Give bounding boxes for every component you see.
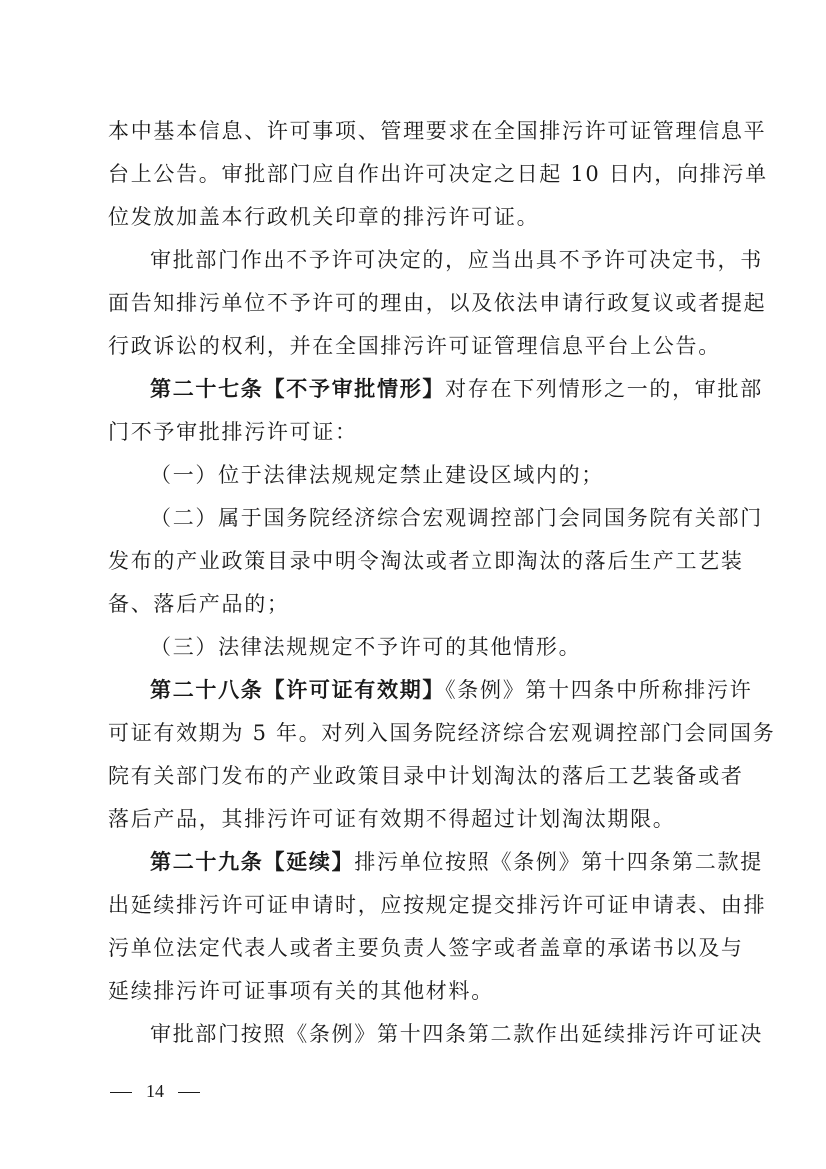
text-line: 位发放加盖本行政机关印章的排污许可证。 [108,205,540,229]
text-line: 台上公告。审批部门应自作出许可决定之日起 10 日内，向排污单 [108,162,768,186]
dash-left [110,1092,132,1093]
article-28-first-line [150,676,753,704]
text-line: 面告知排污单位不予许可的理由，以及依法申请行政复议或者提起 [108,291,767,315]
text-line: 院有关部门发布的产业政策目录中计划淘汰的落后工艺装备或者 [108,764,744,788]
text-line: 门不予审批排污许可证： [108,420,358,444]
text-line: 落后产品，其排污许可证有效期不得超过计划淘汰期限。 [108,807,676,831]
article-29-first-line [150,848,763,876]
text-line: 可证有效期为 5 年。对列入国务院经济综合宏观调控部门会同国务 [108,721,776,745]
text-line: 审批部门按照《条例》第十四条第二款作出延续排污许可证决 [150,1022,763,1046]
article-29-title: 第二十九条【延续】 [150,850,355,874]
text-line: 发布的产业政策目录中明令淘汰或者立即淘汰的落后生产工艺装 [108,549,744,573]
article-27-title: 第二十七条【不予审批情形】 [150,377,446,401]
dash-right [178,1092,200,1093]
article-27-text: 对存在下列情形之一的，审批部 [445,377,763,401]
text-line: 审批部门作出不予许可决定的，应当出具不予许可决定书，书 [150,248,763,272]
article-27-first-line [150,375,763,403]
list-item: （二）属于国务院经济综合宏观调控部门会同国务院有关部门 [150,506,763,530]
list-item: （一）位于法律法规规定禁止建设区域内的； [150,463,604,487]
page-footer [110,1079,214,1103]
text-line: 行政诉讼的权利，并在全国排污许可证管理信息平台上公告。 [108,334,721,358]
article-28-text: 《条例》第十四条中所称排污许 [445,678,753,702]
article-28-title: 第二十八条【许可证有效期】 [150,678,446,702]
list-item: （三）法律法规规定不予许可的其他情形。 [150,635,582,659]
text-line: 污单位法定代表人或者主要负责人签字或者盖章的承诺书以及与 [108,936,744,960]
article-29-text: 排污单位按照《条例》第十四条第二款提 [354,850,763,874]
text-line: 延续排污许可证事项有关的其他材料。 [108,979,494,1003]
text-line: 出延续排污许可证申请时，应按规定提交排污许可证申请表、由排 [108,893,767,917]
page-number: 14 [146,1081,164,1101]
text-line: 本中基本信息、许可事项、管理要求在全国排污许可证管理信息平 [108,119,767,143]
text-line: 备、落后产品的； [108,592,290,616]
